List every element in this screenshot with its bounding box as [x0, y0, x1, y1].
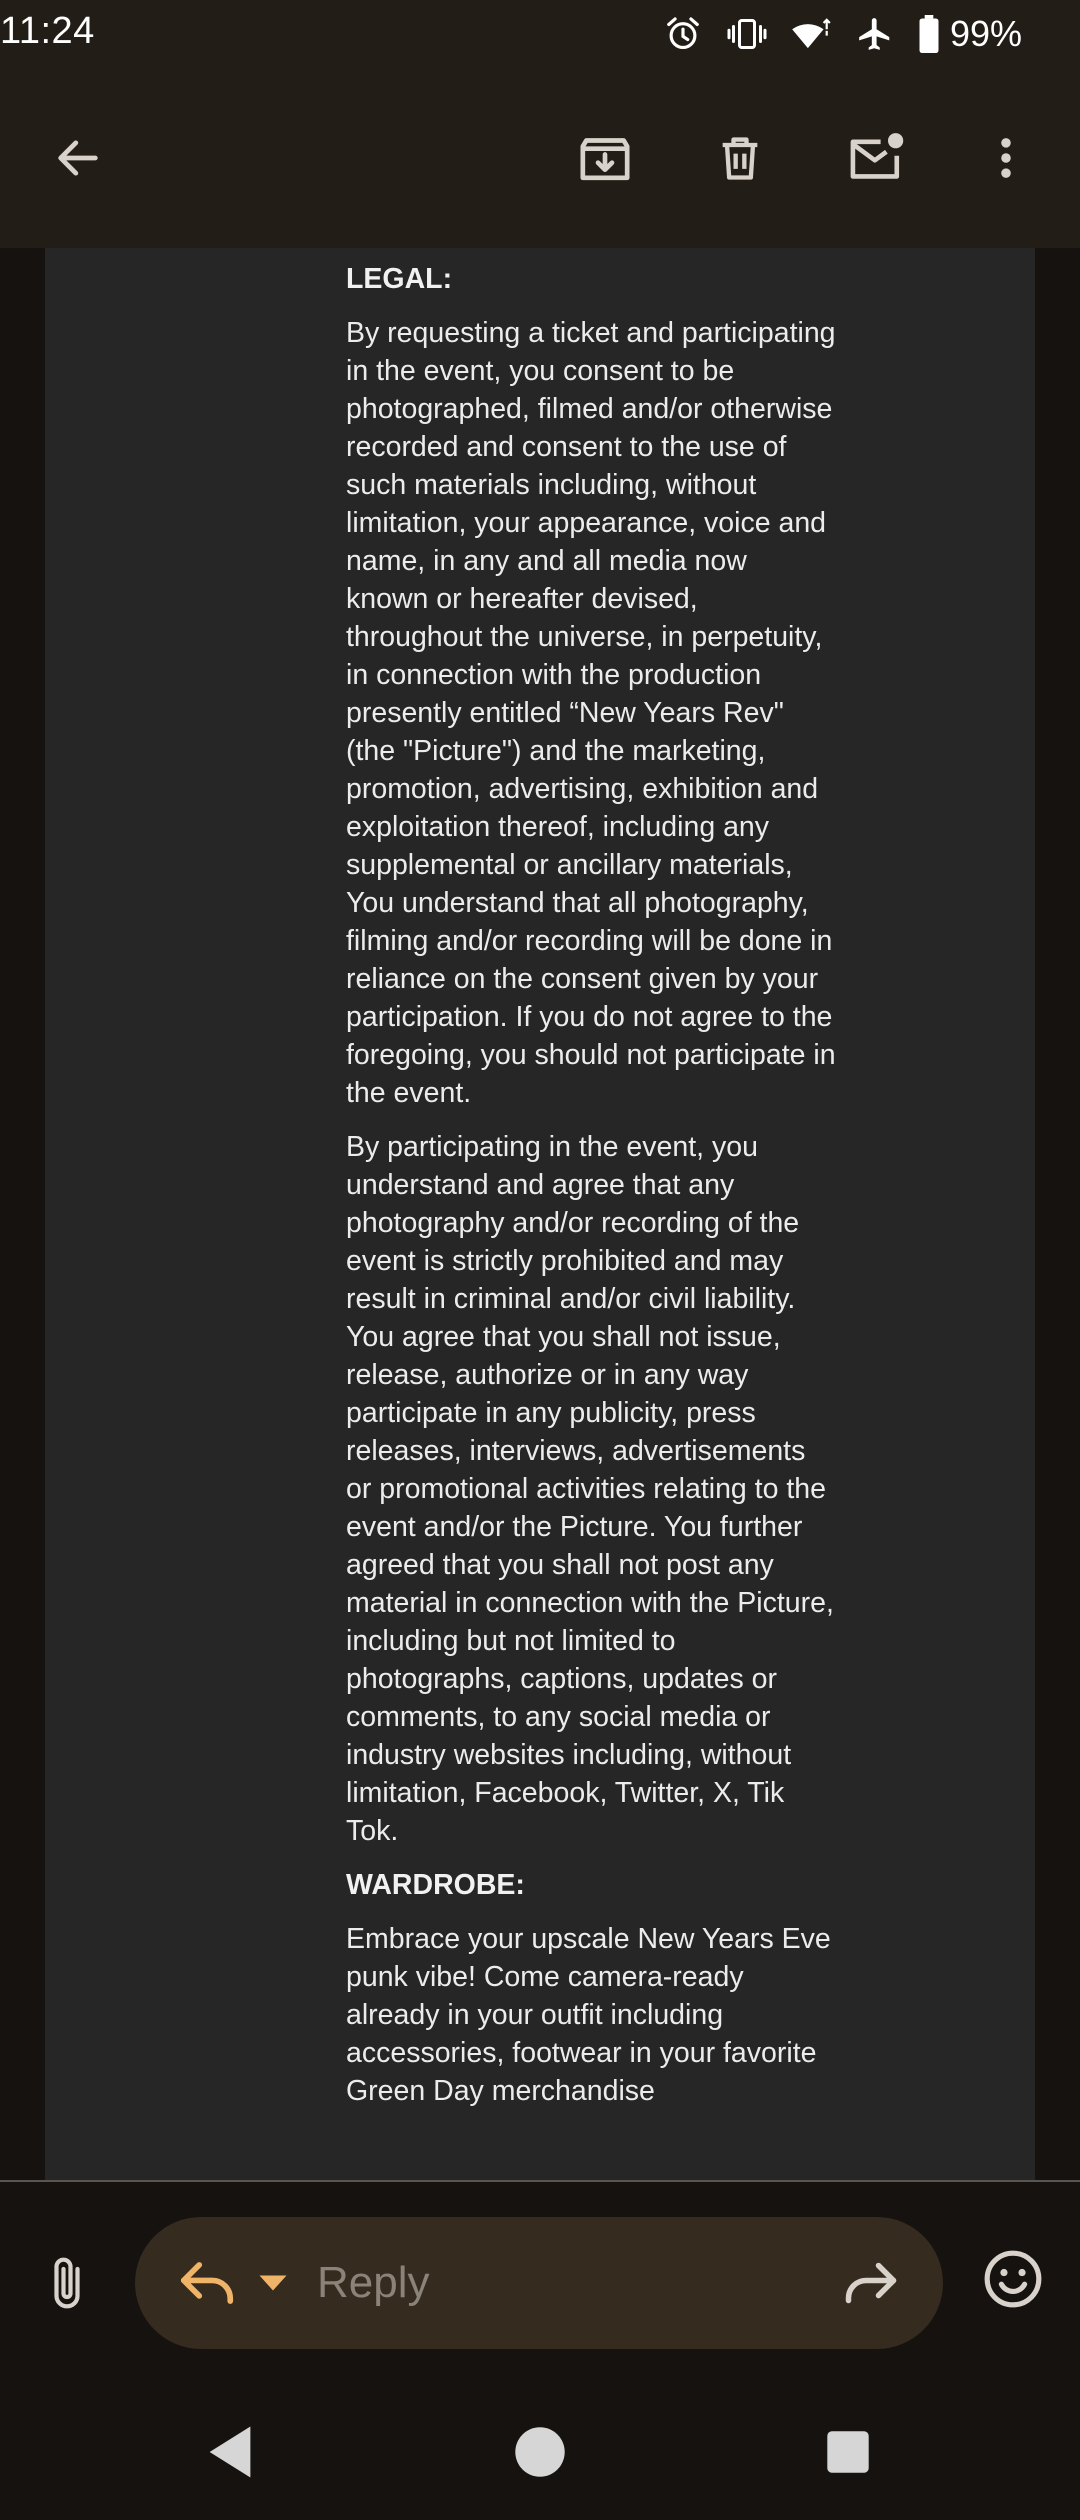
vibrate-icon [724, 12, 770, 56]
attachment-icon[interactable] [24, 2240, 110, 2326]
status-time: 11:24 [0, 10, 95, 52]
wifi-icon [788, 12, 834, 56]
back-arrow-icon[interactable] [30, 110, 126, 206]
reply-placeholder: Reply [317, 2258, 430, 2307]
status-bar [0, 0, 1080, 66]
reply-field[interactable] [135, 2217, 943, 2349]
email-text-column [346, 260, 836, 2126]
forward-icon[interactable] [835, 2247, 907, 2319]
reply-options-caret-icon[interactable] [253, 2263, 293, 2303]
emoji-icon[interactable] [970, 2236, 1056, 2322]
email-content[interactable] [0, 248, 1080, 2180]
email-body-frame [45, 248, 1035, 2180]
reply-bar [0, 2182, 1080, 2382]
legal-heading: LEGAL: [346, 263, 453, 295]
mark-unread-icon[interactable] [828, 110, 924, 206]
legal-paragraph-1: By requesting a ticket and participating in the event, you consent to be photographed, filmed and/or otherwise recorded and consent to the use of such materials including, without limitation, your appearance, voice and name, in any and all media now known or hereafter devised, throughout the universe, in perpetuity, in connection with the production presently entitled “New Years Rev" (the "Picture") and the marketing, promotion, advertising, exhibition and exploitation thereof, including any supplemental or ancillary materials, You understand that all photography, filming and/or recording will be done in reliance on the consent given by your participation. If you do not agree to the foregoing, you should not participate in the event. [346, 317, 836, 1109]
airplane-icon [852, 12, 898, 56]
app-bar [0, 66, 1080, 248]
alarm-icon [660, 12, 706, 56]
legal-paragraph-2: By participating in the event, you understand and agree that any photography and/or recording of the event is strictly prohibited and may result in criminal and/or civil liability. You agree that you shall not issue, release, authorize or in any way participate in any publicity, press releases, interviews, advertisements or promotional activities relating to the event and/or the Picture. You further agreed that you shall not post any material in connection with the Picture, including but not limited to photographs, captions, updates or comments, to any social media or industry websites including, without limitation, Facebook, Twitter, X, Tik Tok. [346, 1131, 834, 1847]
delete-icon[interactable] [692, 110, 788, 206]
status-icons [642, 12, 1022, 56]
archive-icon[interactable] [557, 110, 653, 206]
wardrobe-paragraph: Embrace your upscale New Years Eve punk vibe! Come camera-ready already in your outfit including accessories, footwear in your favorite Green Day merchandise [346, 1923, 831, 2107]
nav-home-icon[interactable] [500, 2412, 580, 2492]
battery-percentage: 99% [949, 13, 1022, 54]
more-vert-icon[interactable] [958, 110, 1054, 206]
battery-icon [916, 12, 942, 56]
wardrobe-heading: WARDROBE: [346, 1869, 525, 1901]
system-nav-bar [0, 2382, 1080, 2520]
reply-icon[interactable] [171, 2247, 243, 2319]
nav-recents-icon[interactable] [808, 2412, 888, 2492]
nav-back-icon[interactable] [190, 2412, 270, 2492]
